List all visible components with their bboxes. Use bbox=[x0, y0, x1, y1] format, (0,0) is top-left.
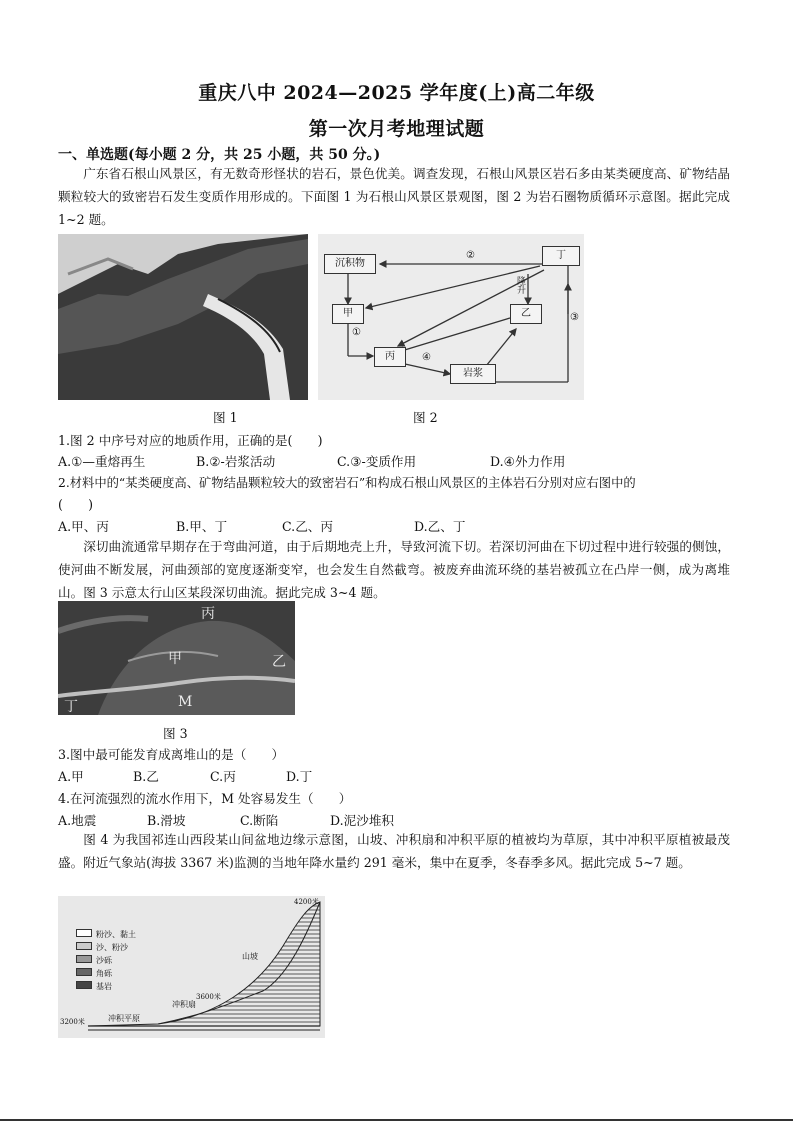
label-2: ② bbox=[466, 250, 475, 261]
q2-option-a[interactable]: A.甲、丙 bbox=[58, 519, 109, 534]
legend-bedrock: 基岩 bbox=[96, 982, 112, 991]
node-bing: 丙 bbox=[374, 347, 406, 367]
legend-swatch-sand-icon bbox=[76, 942, 92, 950]
figure-2-rock-cycle bbox=[318, 234, 584, 400]
q1-option-b[interactable]: B.②-岩浆活动 bbox=[196, 454, 276, 469]
fig4-label-fan: 冲积扇 bbox=[172, 1000, 196, 1009]
section-heading: 一、单选题(每小题 2 分，共 25 小题，共 50 分。) bbox=[58, 147, 381, 163]
fig3-label-yi: 乙 bbox=[272, 654, 286, 670]
q3-option-c[interactable]: C.丙 bbox=[210, 769, 236, 784]
node-magma: 岩浆 bbox=[450, 364, 496, 384]
label-4: ④ bbox=[422, 352, 431, 363]
fig4-label-base: 3200米 bbox=[60, 1018, 85, 1026]
q3-option-d[interactable]: D.丁 bbox=[286, 769, 313, 784]
legend-swatch-gravel-icon bbox=[76, 955, 92, 963]
fig3-label-m: M bbox=[178, 694, 193, 710]
node-jia: 甲 bbox=[332, 304, 364, 324]
q4-option-d[interactable]: D.泥沙堆积 bbox=[330, 813, 395, 828]
q1-option-a[interactable]: A.①—重熔再生 bbox=[58, 454, 146, 469]
node-sediment: 沉积物 bbox=[324, 254, 376, 274]
legend-gravel: 沙砾 bbox=[96, 956, 112, 965]
figure-3-photo bbox=[58, 601, 295, 715]
label-1: ① bbox=[352, 327, 361, 338]
legend-swatch-silt-icon bbox=[76, 929, 92, 937]
page-bottom-rule bbox=[0, 1119, 793, 1121]
passage-1: 广东省石根山风景区，有无数奇形怪状的岩石，景色优美。调查发现，石根山风景区岩石多由某类硬度高、矿物结晶颗粒较大的致密岩石发生变质作用形成的。下面图 1 为石根山风景区景观图，图 2 为岩石圈物质循环示意图。据此完成 1~2 题。 bbox=[58, 166, 730, 227]
figure-1-caption: 图 1 bbox=[213, 410, 238, 425]
legend-swatch-bedrock-icon bbox=[76, 981, 92, 989]
q4-option-b[interactable]: B.滑坡 bbox=[147, 813, 186, 828]
passage-2: 深切曲流通常早期存在于弯曲河道，由于后期地壳上升，导致河流下切。若深切河曲在下切过程中进行较强的侧蚀，使河曲不断发展，河曲颈部的宽度逐渐变窄，也会发生自然截弯。被废弃曲流环绕的基岩被孤立在凸岸一侧，成为离堆山。图 3 示意太行山区某段深切曲流。据此完成 3~4 题。 bbox=[58, 539, 730, 600]
fig4-legend bbox=[76, 928, 136, 993]
exam-subtitle: 第一次月考地理试题 bbox=[308, 118, 485, 140]
figure-3-caption: 图 3 bbox=[163, 726, 188, 741]
question-4-stem: 4.在河流强烈的流水作用下，M 处容易发生（ ） bbox=[58, 791, 352, 806]
question-2-stem-cont: ( ) bbox=[58, 497, 94, 512]
exam-title: 重庆八中 2024—2025 学年度(上)高二年级 bbox=[198, 82, 595, 104]
fig4-label-plain: 冲积平原 bbox=[108, 1014, 140, 1023]
passage-3: 图 4 为我国祁连山西段某山间盆地边缘示意图，山坡、冲积扇和冲积平原的植被均为草原，其中冲积平原植被最茂盛。附近气象站(海拔 3367 米)监测的当地年降水量约 291 毫米，集中在夏季，冬春季多风。据此完成 5~7 题。 bbox=[58, 832, 730, 870]
fig3-label-bing: 丙 bbox=[201, 606, 215, 622]
q2-option-b[interactable]: B.甲、丁 bbox=[176, 519, 228, 534]
fig3-label-ding: 丁 bbox=[64, 699, 78, 715]
q1-option-c[interactable]: C.③-变质作用 bbox=[337, 454, 417, 469]
node-yi: 乙 bbox=[510, 304, 542, 324]
figure-4-diagram bbox=[58, 896, 325, 1038]
q1-option-d[interactable]: D.④外力作用 bbox=[490, 454, 566, 469]
fig4-label-top: 4200米 bbox=[294, 898, 319, 906]
legend-silt-clay: 粉沙、黏土 bbox=[96, 930, 136, 939]
fig4-label-mid: 3600米 bbox=[196, 993, 221, 1001]
q4-option-a[interactable]: A.地震 bbox=[58, 813, 97, 828]
q2-option-d[interactable]: D.乙、丁 bbox=[414, 519, 466, 534]
figure-1-photo bbox=[58, 234, 308, 400]
legend-swatch-breccia-icon bbox=[76, 968, 92, 976]
legend-breccia: 角砾 bbox=[96, 969, 112, 978]
figure-2-caption: 图 2 bbox=[413, 410, 438, 425]
label-3: ③ bbox=[570, 312, 579, 323]
legend-sand-silt: 沙、粉沙 bbox=[96, 943, 128, 952]
fig4-label-slope: 山坡 bbox=[242, 952, 258, 961]
question-2-stem: 2.材料中的“某类硬度高、矿物结晶颗粒较大的致密岩石”和构成石根山风景区的主体岩石分别对应右图中的 bbox=[58, 476, 636, 490]
node-ding: 丁 bbox=[542, 246, 580, 266]
q4-option-c[interactable]: C.断陷 bbox=[240, 813, 279, 828]
q3-option-b[interactable]: B.乙 bbox=[133, 769, 159, 784]
q3-option-a[interactable]: A.甲 bbox=[58, 769, 84, 784]
fig3-label-jia: 甲 bbox=[168, 651, 182, 667]
label-uplift: 隆升 bbox=[515, 276, 525, 294]
question-1-stem: 1.图 2 中序号对应的地质作用，正确的是( ) bbox=[58, 433, 323, 448]
question-3-stem: 3.图中最可能发育成离堆山的是（ ） bbox=[58, 747, 285, 762]
q2-option-c[interactable]: C.乙、丙 bbox=[282, 519, 333, 534]
